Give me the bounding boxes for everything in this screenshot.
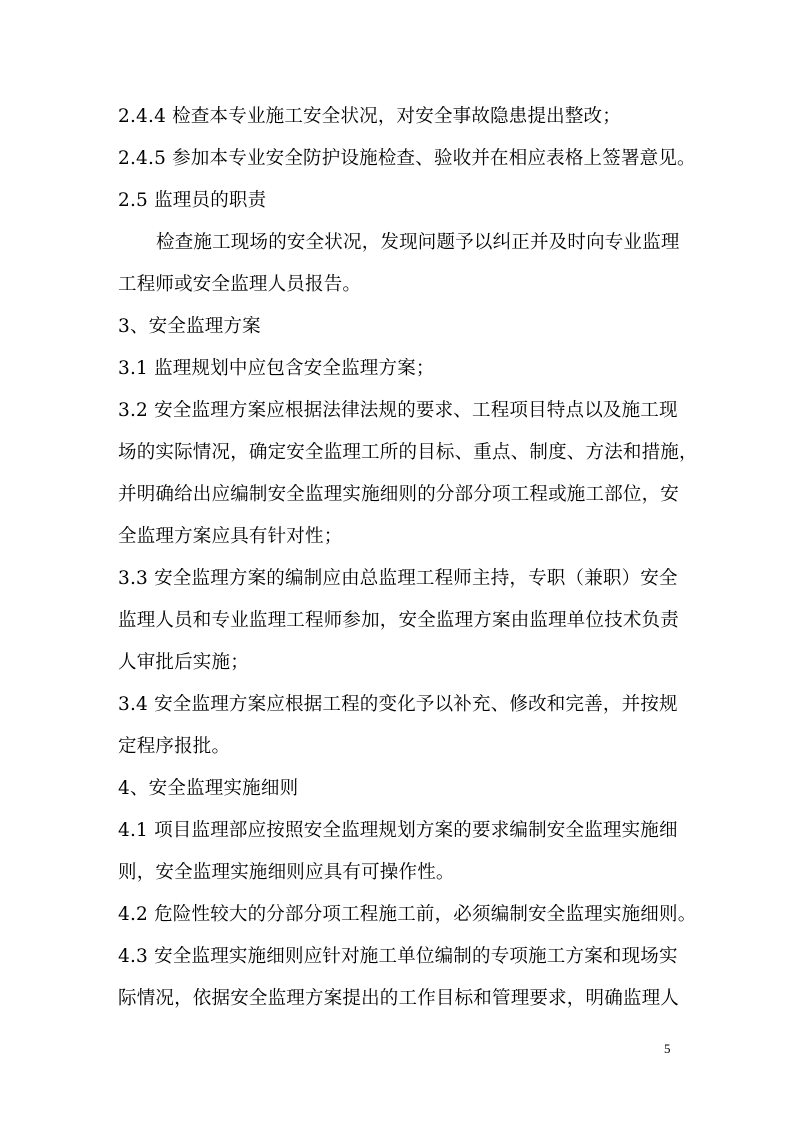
section-heading: 2.5 监理员的职责 — [118, 190, 267, 211]
text-line: 3.2 安全监理方案应根据法律法规的要求、工程项目特点以及施工现 — [118, 400, 678, 421]
text-line: 3.3 安全监理方案的编制应由总监理工程师主持，专职（兼职）安全 — [118, 568, 678, 589]
text-line: 检查施工现场的安全状况，发现问题予以纠正并及时向专业监理 — [156, 232, 680, 253]
text-line: 则，安全监理实施细则应具有可操作性。 — [118, 862, 455, 883]
text-line: 2.4.4 检查本专业施工安全状况，对安全事故隐患提出整改； — [118, 106, 621, 127]
section-heading: 3、安全监理方案 — [118, 316, 261, 337]
text-line: 2.4.5 参加本专业安全防护设施检查、验收并在相应表格上签署意见。 — [118, 148, 696, 169]
text-line: 全监理方案应具有针对性； — [118, 526, 343, 547]
page-number: 5 — [664, 1041, 671, 1056]
text-line: 并明确给出应编制安全监理实施细则的分部分项工程或施工部位，安 — [118, 484, 680, 505]
text-line: 4.2 危险性较大的分部分项工程施工前，必须编制安全监理实施细则。 — [118, 904, 697, 925]
text-line: 3.1 监理规划中应包含安全监理方案； — [118, 358, 435, 379]
text-line: 际情况，依据安全监理方案提出的工作目标和管理要求，明确监理人 — [118, 988, 680, 1009]
text-line: 监理人员和专业监理工程师参加，安全监理方案由监理单位技术负责 — [118, 610, 680, 631]
section-heading: 4、安全监理实施细则 — [118, 778, 299, 799]
text-line: 定程序报批。 — [118, 736, 231, 757]
text-line: 人审批后实施； — [118, 652, 249, 673]
text-line: 场的实际情况，确定安全监理工所的目标、重点、制度、方法和措施， — [118, 442, 698, 463]
text-line: 4.3 安全监理实施细则应针对施工单位编制的专项施工方案和现场实 — [118, 946, 678, 967]
text-line: 4.1 项目监理部应按照安全监理规划方案的要求编制安全监理实施细 — [118, 820, 678, 841]
text-line: 3.4 安全监理方案应根据工程的变化予以补充、修改和完善，并按规 — [118, 694, 678, 715]
text-line: 工程师或安全监理人员报告。 — [118, 274, 362, 295]
